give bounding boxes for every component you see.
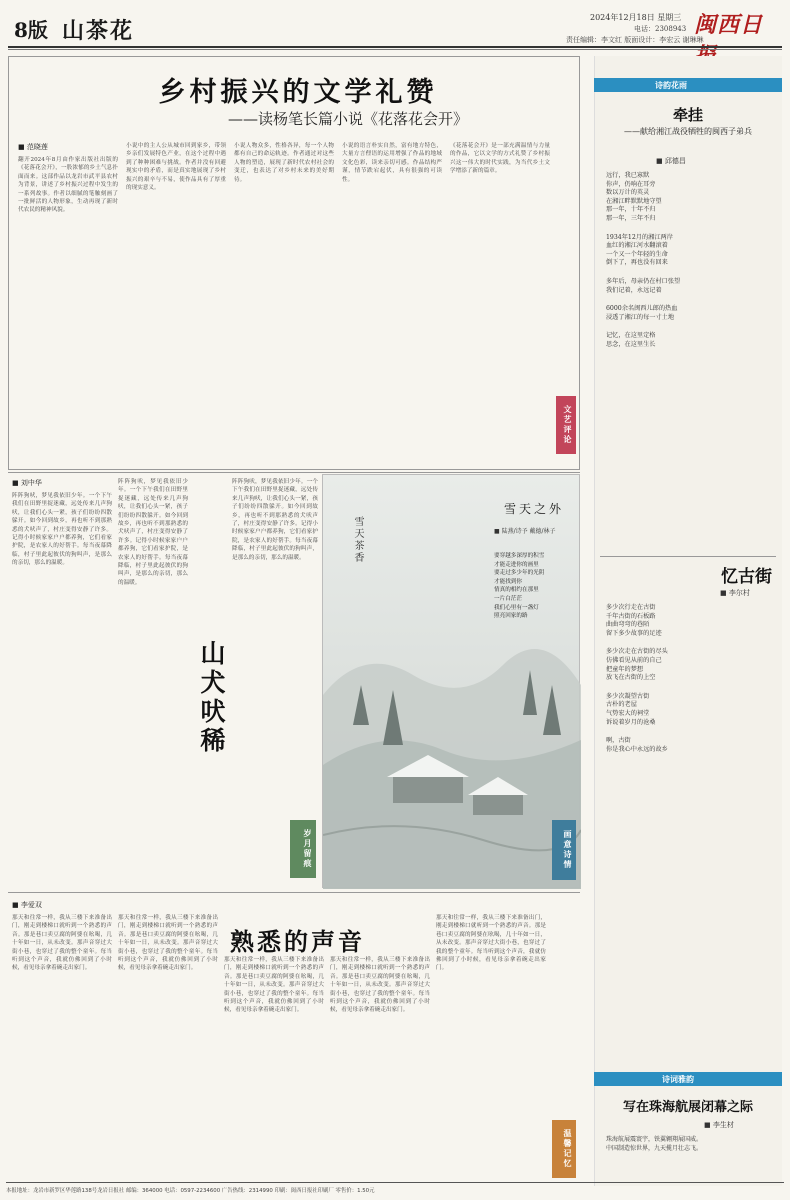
page-number: 8版 (14, 18, 48, 42)
poem-line: 浸透了湘江的每一寸土地 (606, 313, 675, 321)
poem-line: 放飞在古街的上空 (606, 674, 656, 682)
poem-line: 要走过多少年的光阴 (494, 570, 545, 577)
poem1-title: 牵挂 (672, 106, 703, 124)
poem-line: 多少次凝望古街 (606, 692, 650, 700)
poem-line: 我们记着，永远记着 (606, 286, 662, 294)
story2-column-4: 那天和往常一样，我从三楼下来准备出门，刚走到楼梯口就听到一个熟悉的声音。那是巷口卖豆腐的阿婆在吆喝，几十年如一日，从未改变。那声音穿过大街小巷，也穿过了我的整个童年。每当听到这个声音，我就仿佛回到了小时候，看见母亲拿着碗走出家门。 (330, 957, 430, 1014)
header-rule-thin (8, 49, 782, 50)
story1-author: ■ 刘中华 (12, 479, 42, 487)
poem-line: 你是我心中永远的故乡 (606, 745, 668, 753)
poem-line: 啊，古街 (606, 737, 631, 745)
poem-line: 一个又一个年轻的生命 (606, 250, 668, 258)
poem1-subtitle: ——献给湘江战役牺牲的闽西子弟兵 (624, 127, 752, 136)
poem-line: 一片白茫茫 (494, 595, 522, 602)
poem2-author: ■ 李尔村 (720, 589, 750, 597)
poem1-lines (606, 172, 776, 350)
poem-line: 照亮回家的路 (494, 613, 528, 620)
poem-line: 记忆，在这里定格 (606, 332, 656, 340)
section-divider-2 (8, 892, 580, 893)
story1-column-2: 阵阵狗吠，梦见我依旧少年。一个下午我们在田野里捉迷藏，远处传来几声狗吠，让我们心头一紧，孩子们纷纷四散躲开。如今回到故乡，再也听不到那熟悉的犬吠声了，村庄变得安静了许多。记得小时候家家户户都养狗，它们看家护院，是农家人的好帮手。每当夜幕降临，村子里此起彼伏的狗叫声，是那么的亲切，那么的温暖。 (118, 479, 188, 586)
art-poem-lines (494, 552, 574, 621)
poem-line: 曲曲弯弯的巷陌 (606, 621, 650, 629)
lead-column-3: 小说人物众多，性格各异，每一个人物都有自己的命运轨迹。作者通过对这些人物的塑造，展现了新时代农村社会的变迁，也表达了对乡村未来的美好期待。 (234, 143, 334, 183)
rail-band-label: 诗韵花雨 (655, 80, 687, 90)
poem-line: 仿佛看见从前的自己 (606, 656, 662, 664)
story1-column-1: 阵阵狗吠，梦见我依旧少年。一个下午我们在田野里捉迷藏，远处传来几声狗吠，让我们心头一紧，孩子们纷纷四散躲开。如今回到故乡，再也听不到那熟悉的犬吠声了，村庄变得安静了许多。记得小时候家家户户都养狗，它们看家护院，是农家人的好帮手。每当夜幕降临，村子里此起彼伏的狗叫声，是那么的亲切，那么的温暖。 (12, 493, 112, 567)
poem-line: 把童年的梦想 (606, 665, 644, 673)
poem3-title: 写在珠海航展闭幕之际 (622, 1100, 753, 1115)
editors-line: 责任编辑：李文红 版面设计：李宏云 谢琳琳 (566, 36, 704, 44)
issue-date: 2024年12月18日 星期三 (590, 13, 682, 22)
story2-author: ■ 李爱双 (12, 901, 42, 909)
story2-column-2: 那天和往常一样，我从三楼下来准备出门，刚走到楼梯口就听到一个熟悉的声音。那是巷口卖豆腐的阿婆在吆喝，几十年如一日，从未改变。那声音穿过大街小巷，也穿过了我的整个童年。每当听到这个声音，我就仿佛回到了小时候，看见母亲拿着碗走出家门。 (118, 915, 218, 972)
newspaper-logo: 闽西日 (694, 12, 764, 38)
lead-article-subtitle: ——读杨笔长篇小说《花落花会开》 (227, 110, 468, 128)
poem-line: 思念，在这里生长 (606, 340, 656, 348)
lead-column-1: 翻开2024年8月由作家出版社出版的《花落花会开》，一股浓郁的乡土气息扑面而来。这部作品以龙岩市武平县农村为背景，讲述了乡村振兴过程中发生的一系列故事。作者以细腻的笔触刻画了一批鲜活的人物形象，生动再现了新时代农民的精神风貌。 (18, 157, 118, 214)
poem-line: 倒下了，再也没有回来 (606, 259, 668, 267)
rail-band-2-label: 诗词雅韵 (662, 1074, 694, 1084)
poem-line: 多少次走在古街的尽头 (606, 648, 668, 656)
lead-column-4: 小说的语言朴实自然，富有地方特色，大量方言俚语的运用增强了作品的地域文化色彩，读来亲切可感。作品结构严谨，情节跌宕起伏，具有很强的可读性。 (342, 143, 442, 183)
lead-tag: 文艺评论 (556, 396, 576, 454)
poem-line: 要穿越多深厚的积雪 (494, 553, 545, 559)
poem-line: 6000余名闽西儿郎的热血 (606, 305, 678, 313)
poem-line: 在湘江畔默默地守望 (606, 197, 662, 205)
poem2-lines (606, 604, 776, 754)
story2-column-3: 那天和往常一样，我从三楼下来准备出门，刚走到楼梯口就听到一个熟悉的声音。那是巷口卖豆腐的阿婆在吆喝，几十年如一日，从未改变。那声音穿过大街小巷，也穿过了我的整个童年。每当听到这个声音，我就仿佛回到了小时候，看见母亲拿着碗走出家门。 (224, 957, 324, 1014)
story2-column-1: 那天和往常一样，我从三楼下来准备出门，刚走到楼梯口就听到一个熟悉的声音。那是巷口卖豆腐的阿婆在吆喝，几十年如一日，从未改变。那声音穿过大街小巷，也穿过了我的整个童年。每当听到这个声音，我就仿佛回到了小时候，看见母亲拿着碗走出家门。 (12, 915, 112, 972)
poem-line: 血红的湘江河水翻滚着 (606, 242, 668, 250)
poem-line: 我们心里有一盏灯 (494, 604, 539, 611)
poem-line: 你声，仍响在耳旁 (606, 180, 656, 188)
poem-line: 才能走进你的画里 (494, 561, 539, 568)
lead-author: ■ 范晓莲 (18, 143, 48, 151)
section-title: 山茶花 (62, 18, 135, 44)
poem1-author: ■ 邱德昌 (656, 157, 686, 165)
poem-line: 千年古街的石板路 (606, 612, 656, 620)
art-poem-title: 雪天之外 (504, 502, 565, 516)
contact-tel: 电话：2308943 (634, 25, 687, 33)
lead-column-5: 《花落花会开》是一部充满温情与力量的作品，它以文学的方式礼赞了乡村振兴这一伟大的时代实践，为当代乡土文学增添了新的篇章。 (450, 143, 550, 175)
poem-line: 留下多少故事的足迹 (606, 629, 662, 637)
story2-title: 熟悉的声音 (230, 927, 365, 956)
poem-line: 多年后，母亲仍在村口张望 (606, 277, 681, 285)
poem3-lines (606, 1136, 776, 1153)
poem-line: 那一年，十年不归 (606, 206, 656, 214)
poem-line: 气势宏大的祠堂 (606, 709, 650, 717)
story1-column-3: 阵阵狗吠，梦见我依旧少年。一个下午我们在田野里捉迷藏，远处传来几声狗吠，让我们心头一紧，孩子们纷纷四散躲开。如今回到故乡，再也听不到那熟悉的犬吠声了，村庄变得安静了许多。记得小时候家家户户都养狗，它们看家护院，是农家人的好帮手。每当夜幕降临，村子里此起彼伏的狗叫声，是那么的亲切，那么的温暖。 (232, 479, 318, 561)
footer-rule (6, 1182, 784, 1183)
poem-line: 远行，我已寡默 (606, 172, 650, 179)
poem-line: 数以万计的英灵 (606, 189, 650, 197)
poem-line: 珠海航展震寰宇，铁翼翱翔展国威。 (606, 1136, 703, 1143)
poem-line: 多少次行走在古街 (606, 604, 656, 611)
poem-line: 情真的相约在那里 (494, 587, 539, 594)
poem-line: 古朴的老屋 (606, 701, 637, 709)
rail-band (594, 78, 782, 92)
footer-imprint: 本报地址：龙岩市新罗区华莲路138号龙岩日报社 邮编：364000 电话：0597-2234600 广告热线：2314990 印刷：闽西日报社印刷厂 零售价：1.50元 (6, 1188, 375, 1194)
poem3-author: ■ 李生材 (704, 1121, 734, 1129)
story1-tag: 岁月留痕 (290, 820, 316, 878)
art-byline: ■ 陆燕/诗予 戴德/林子 (494, 528, 556, 535)
lead-column-2: 小说中的主人公从城市回到家乡，带领乡亲们发展特色产业，在这个过程中遇到了种种困难与挑战。作者并没有回避现实中的矛盾，而是真实地展现了乡村振兴的艰辛与不易，使作品具有了厚重的现实意义。 (126, 143, 226, 192)
story2-column-5: 那天和往常一样，我从三楼下来准备出门，刚走到楼梯口就听到一个熟悉的声音。那是巷口卖豆腐的阿婆在吆喝，几十年如一日，从未改变。那声音穿过大街小巷，也穿过了我的整个童年。每当听到这个声音，我就仿佛回到了小时候，看见母亲拿着碗走出家门。 (436, 915, 546, 972)
painting-calligraphy: 雪天茶香 (352, 516, 363, 564)
lead-article-title: 乡村振兴的文学礼赞 (158, 77, 438, 108)
poem2-title: 忆古街 (721, 567, 772, 587)
poem-line: 诉说着岁月的沧桑 (606, 718, 656, 726)
header-rule (8, 46, 782, 48)
story1-title: 山犬吠稀 (197, 640, 226, 756)
art-tag: 画意诗情 (552, 820, 576, 880)
rail-divider (600, 556, 776, 557)
poem-line: 1934年12月的湘江两岸 (606, 233, 673, 241)
poem-line: 那一年，三年不归 (606, 214, 656, 222)
story2-tag: 温馨记忆 (552, 1120, 576, 1178)
poem-line: 才能找到你 (494, 578, 522, 585)
poem-line: 中国制造惊世界，九天揽月壮志飞。 (606, 1144, 703, 1152)
section-divider-1 (8, 472, 580, 473)
